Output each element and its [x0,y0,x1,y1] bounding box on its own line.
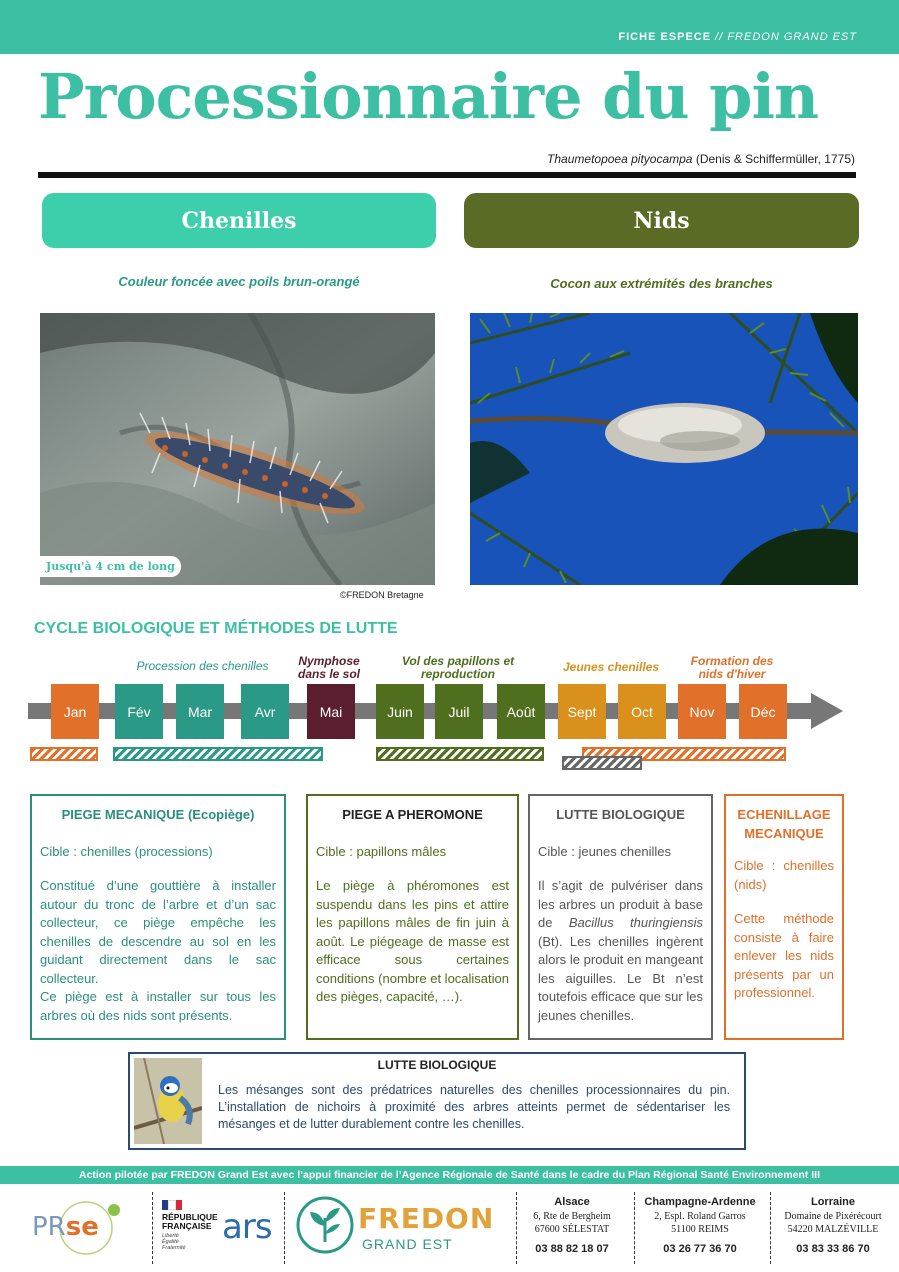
method-pheromone [306,794,519,1040]
month-10: Nov [678,684,726,739]
method-echenillage-title: ECHENILLAGE MECANIQUE [737,807,831,841]
footer-separator [634,1192,635,1264]
tit-bird-photo [134,1058,202,1144]
phase-jeunes: Jeunes chenilles [562,660,660,674]
phase-nymphose: Nymphose dans le sol [297,654,361,681]
nids-header: Nids [464,193,859,248]
month-1: Fév [115,684,163,739]
month-3: Avr [241,684,289,739]
chenilles-header: Chenilles [42,193,436,248]
office-lorraine-phone: 03 83 33 86 70 [796,1243,870,1255]
title-rule [38,172,856,178]
nids-caption: Cocon aux extrémités des branches [550,276,773,291]
month-7: Août [497,684,545,739]
month-9: Oct [618,684,666,739]
funding-banner: Action pilotée par FREDON Grand Est avec l’appui financier de l’Agence Régionale de Santé dans le cadre du Plan Régional Santé Environnement III [0,1166,899,1184]
month-0: Jan [51,684,99,739]
method-pheromone-title: PIEGE A PHEROMONE [342,807,483,822]
method-ecopiege-desc: Constitué d’une gouttière à installer autour du tronc de l’arbre et d’un sac collecteur, ce piège empêche les chenilles de descendre au sol en les guidant directement dans le sac collecteur. [40,878,276,986]
phase-procession: Procession des chenilles [136,659,269,673]
method-ecopiege-title: PIEGE MECANIQUE (Ecopiège) [61,807,255,822]
fredon-emblem [296,1196,354,1254]
period-bar-lutte-bio [562,756,642,770]
page-title: Processionnaire du pin [38,60,819,133]
method-pheromone-cible: Cible : papillons mâles [316,843,447,859]
scientific-name: Thaumetopoea pityocampa (Denis & Schiffermüller, 1775) [547,152,855,166]
method-lutte-bio-cible: Cible : jeunes chenilles [538,843,671,859]
month-2: Mar [176,684,224,739]
office-alsace-phone: 03 88 82 18 07 [535,1243,609,1255]
size-tag: Jusqu'à 4 cm de long [40,556,181,577]
footer-separator [152,1192,153,1264]
office-alsace: Alsace 6, Rte de Bergheim 67600 SÉLESTAT 03 88 82 18 07 [520,1196,624,1256]
method-echenillage-desc: Cette méthode consiste à faire enlever les nids présents par un professionnel. [734,911,834,1000]
republique-francaise-logo: RÉPUBLIQUE FRANÇAISE Liberté Égalité Fraternité [162,1200,224,1251]
nest-photo [470,313,858,585]
footer-separator [516,1192,517,1264]
office-champagne-phone: 03 26 77 36 70 [663,1243,737,1255]
office-lorraine: Lorraine Domaine de Pixérécourt 54220 MALZÉVILLE 03 83 33 86 70 [774,1196,892,1256]
phase-vol: Vol des papillons et reproduction [401,654,515,681]
method-lutte-bio-title: LUTTE BIOLOGIQUE [556,807,685,822]
method-ecopiege-cible: Cible : chenilles (processions) [40,843,213,859]
month-4: Mai [307,684,355,739]
period-bar-ecopiege [113,747,323,761]
bird-box-title: LUTTE BIOLOGIQUE [377,1058,497,1072]
method-ecopiege [30,794,286,1040]
fredon-wordmark: FREDON [358,1202,495,1235]
method-echenillage-cible: Cible : chenilles (nids) [734,858,834,892]
timeline-arrowhead [811,693,843,729]
month-11: Déc [739,684,787,739]
phase-nids: Formation des nids d'hiver [690,654,774,681]
method-lutte-bio [528,794,713,1040]
chenilles-caption: Couleur foncée avec poils brun-orangé [118,274,360,289]
photo-credit: ©FREDON Bretagne [340,590,424,600]
footer-separator [284,1192,285,1264]
method-lutte-bio-desc: Il s’agit de pulvériser dans les arbres un produit à base de Bacillus thuringiensis (Bt). Les chenilles ingèrent alors le produit en mangeant les aiguilles. Le Bt n’est toutefois efficace que sur les jeunes chenilles. [538,878,703,1023]
month-6: Juil [435,684,483,739]
top-banner [0,0,899,54]
office-champagne: Champagne-Ardenne 2, Espl. Roland Garros 51100 REIMS 03 26 77 36 70 [638,1196,762,1256]
bird-box [128,1052,746,1150]
grand-est-wordmark: GRAND EST [362,1236,453,1252]
period-bar-pheromone [376,747,544,761]
month-8: Sept [558,684,606,739]
caterpillar-photo [40,313,435,585]
prse-logo: PRse [32,1198,128,1258]
cycle-title: CYCLE BIOLOGIQUE ET MÉTHODES DE LUTTE [34,620,398,637]
method-echenillage [724,794,844,1040]
ars-logo: ars [222,1207,272,1247]
method-ecopiege-note: Ce piège est à installer sur tous les arbres où des nids sont présents. [40,989,276,1023]
method-pheromone-desc: Le piège à phéromones est suspendu dans les pins et attire les papillons mâles de fin juin à août. Le piégeage de masse est efficace sous certaines conditions (nombre et localisation des pièges, capacité, …). [316,878,509,1004]
period-bar-echenillage-jan [30,747,98,761]
footer-separator [770,1192,771,1264]
month-5: Juin [376,684,424,739]
bird-box-text: Les mésanges sont des prédatrices naturelles des chenilles processionnaires du pin. L’installation de nichoirs à proximité des arbres atteints permet de sédentariser les mésanges et de lutter durablement contre les chenilles. [218,1083,730,1131]
sheet-label: FICHE ESPECE // FREDON GRAND EST [618,31,857,43]
